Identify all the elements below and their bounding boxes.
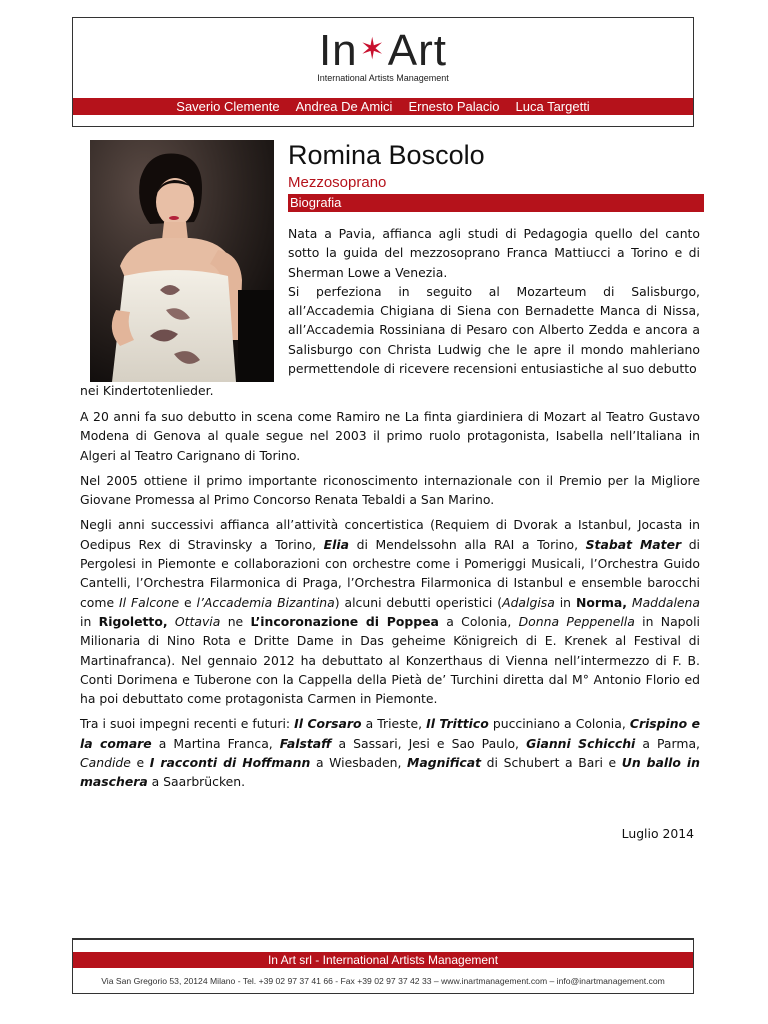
footer-company-bar: In Art srl - International Artists Management [73, 952, 693, 968]
biography-body [80, 407, 700, 798]
ensemble-name: l’Accademia Bizantina [196, 594, 335, 610]
role-name: Donna Peppenella [518, 613, 635, 629]
artist-name: Andrea De Amici [295, 99, 393, 114]
text-run: a Saarbrücken. [147, 774, 246, 790]
logo-text-in: In [318, 26, 358, 75]
text-run: in [80, 613, 99, 629]
voice-type: Mezzosoprano [288, 174, 387, 191]
artist-name: Ernesto Palacio [408, 99, 500, 114]
text-run: in [554, 594, 576, 610]
work-title: L’incoronazione di Poppea [250, 613, 439, 629]
text-run: Negli anni successivi affianca all’attività concertistica (Requiem di Dvorak a Istanbul, Jocasta in Oedipus Rex di Stravinsky a Torino, [80, 517, 700, 552]
footer [72, 938, 694, 994]
work-title: Crispino e la comare [80, 716, 700, 751]
text-run: a Trieste, [361, 716, 427, 732]
intro-paragraph: Nata a Pavia, affianca agli studi di Pedagogia quello del canto sotto la guida del mezzosoprano Franca Mattiucci a Torino e di Sherman Lowe a Venezia. [288, 226, 700, 280]
text-run: a Parma, [635, 735, 700, 751]
letterhead [72, 17, 694, 127]
inart-logo [73, 24, 693, 83]
text-run: di Pergolesi in Piemonte e collaborazioni con orchestre come i Pomeriggi Musicali, l’Orchestra Guido Cantelli, l’Orchestra Filarmonica di Praga, l’Orchestra Filarmonica di Istanbul e ensemble barocchi come [80, 536, 700, 610]
logo-text-art: Art [387, 26, 448, 75]
work-title: Un ballo in maschera [80, 755, 700, 790]
artist-name: Saverio Clemente [176, 99, 280, 114]
work-title: Gianni Schicchi [526, 735, 636, 751]
text-run [168, 614, 175, 629]
text-run: in Napoli Milionaria di Nino Rota e Dritte Dame in Das geheime Königreich di E. Krenek al Festival di Martinafranca). Nel gennaio 2012 ha debuttato al Konzerthaus di Vienna nell’intermezzo di F. B. Conti Dorimena e Tuberone con la Cappella della Pietà de’ Turchini diretta dal M° Antonio Florio ed ha poi debuttato come protagonista Carmen in Piemonte. [80, 613, 701, 707]
text-run: ne [220, 613, 251, 629]
role-name: Ottavia [174, 613, 221, 629]
bio-paragraph [80, 714, 700, 791]
text-run: di Mendelssohn alla RAI a Torino, [348, 536, 586, 552]
artist-portrait-photo [90, 140, 274, 382]
work-title: Il Corsaro [294, 716, 362, 732]
artist-name: Luca Targetti [515, 99, 590, 114]
text-run: a Martina Franca, [151, 735, 280, 751]
work-title: Elia [323, 536, 349, 552]
text-run: Tra i suoi impegni recenti e futuri: [80, 716, 295, 732]
ensemble-name: Il Falcone [119, 594, 180, 610]
text-run: a Colonia, [438, 613, 519, 629]
work-title: Magnificat [407, 755, 482, 771]
text-run: di Schubert a Bari e [481, 755, 622, 771]
work-title: Rigoletto, [98, 613, 168, 629]
text-run: a Sassari, Jesi e Sao Paulo, [331, 735, 527, 751]
text-run: e [130, 755, 150, 771]
document-date: Luglio 2014 [621, 826, 694, 841]
section-heading-bar: Biografia [288, 194, 704, 212]
bio-paragraph: Nel 2005 ottiene il primo importante riconoscimento internazionale con il Premio per la Migliore Giovane Promessa al Primo Concorso Renata Tebaldi a San Marino. [80, 472, 700, 508]
text-run: a Wiesbaden, [310, 755, 408, 771]
role-name: Adalgisa [502, 594, 555, 610]
work-title: I racconti di Hoffmann [149, 755, 311, 771]
work-title: Norma, [575, 594, 627, 610]
logo-subtitle: International Artists Management [317, 73, 449, 83]
artist-name-title: Romina Boscolo [288, 140, 485, 170]
bio-paragraph: A 20 anni fa suo debutto in scena come Ramiro ne La finta giardiniera di Mozart al Teatro Gustavo Modena di Genova al quale segue nel 2003 il primo ruolo protagonista, Isabella nell’Italiana in Algeri al Teatro Carignano di Torino. [80, 409, 700, 463]
work-title: Stabat Mater [585, 536, 682, 552]
intro-paragraph: Si perfeziona in seguito al Mozarteum di Salisburgo, all’Accademia Chigiana di Siena con Bernadette Manca di Nissa, all’Accademia Rossiniana di Pesaro con Alberto Zedda e ancora a Salisburgo con Christa Ludwig che le apre il mondo mahleriano permettendole di ricevere recensioni entusiastiche al suo debutto [288, 283, 700, 377]
star-icon: ✶ [359, 33, 386, 66]
role-name: Maddalena [631, 594, 700, 610]
intro-text [288, 224, 700, 378]
bio-paragraph [80, 515, 700, 708]
work-title: Candide [80, 755, 131, 771]
work-title: Il Trittico [426, 716, 489, 732]
artists-bar [73, 98, 693, 115]
intro-tail: nei Kindertotenlieder. [80, 383, 214, 398]
text-run: e [179, 594, 197, 610]
footer-contact-info: Via San Gregorio 53, 20124 Milano - Tel. +39 02 97 37 41 66 - Fax +39 02 97 37 42 33 – www.inartmanagement.com – info@inartmanagement.com [101, 976, 665, 986]
work-title: Falstaff [279, 735, 332, 751]
text-run: ) alcuni debutti operistici ( [334, 594, 503, 610]
text-run: pucciniano a Colonia, [488, 716, 630, 732]
